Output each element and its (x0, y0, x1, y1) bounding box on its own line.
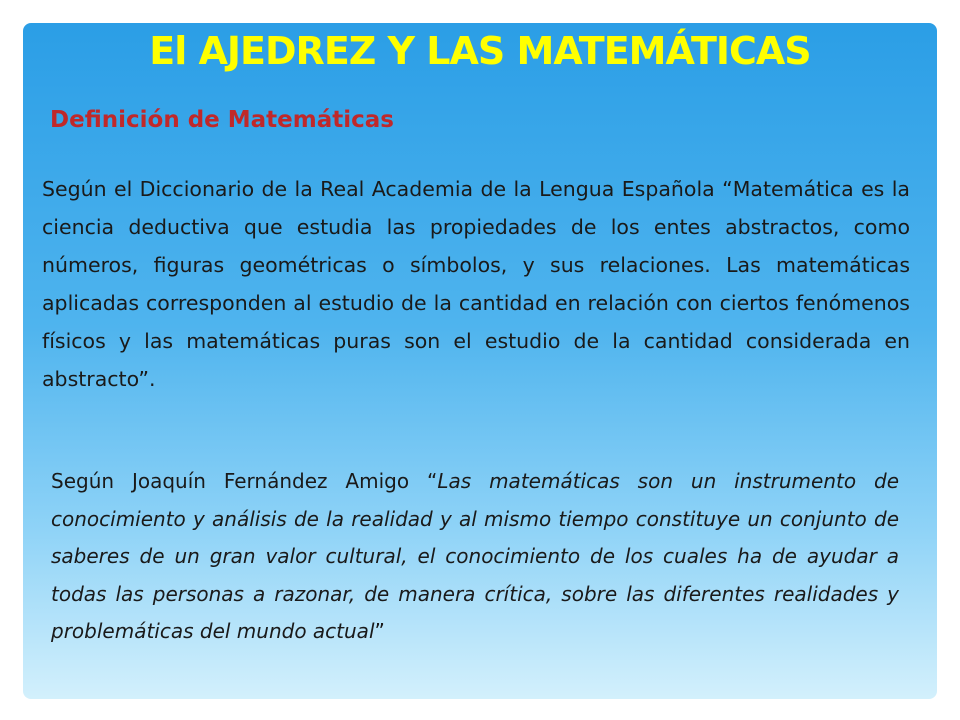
quote-paragraph (51, 463, 899, 651)
definition-paragraph: Según el Diccionario de la Real Academia de la Lengua Española “Matemática es la ciencia deductiva que estudia las propiedades de los entes abstractos, como números, figuras geométricas o símbolos, y sus relaciones. Las matemáticas aplicadas corresponden al estudio de la cantidad en relación con ciertos fenómenos físicos y las matemáticas puras son el estudio de la cantidad considerada en abstracto”. (42, 177, 910, 391)
quote-text: Las matemáticas son un instrumento de conocimiento y análisis de la realidad y al mismo tiempo constituye un conjunto de saberes de un gran valor cultural, el conocimiento de los cuales ha de ayudar a todas las personas a razonar, de manera crítica, sobre las diferentes realidades y problemáticas del mundo actual (51, 469, 899, 643)
quote-intro: Según Joaquín Fernández Amigo “ (51, 469, 438, 493)
quote-close: ” (374, 619, 385, 643)
slide-panel (23, 23, 937, 699)
slide-title: El AJEDREZ Y LAS MATEMÁTICAS (149, 29, 811, 73)
slide-subtitle: Definición de Matemáticas (50, 107, 394, 133)
